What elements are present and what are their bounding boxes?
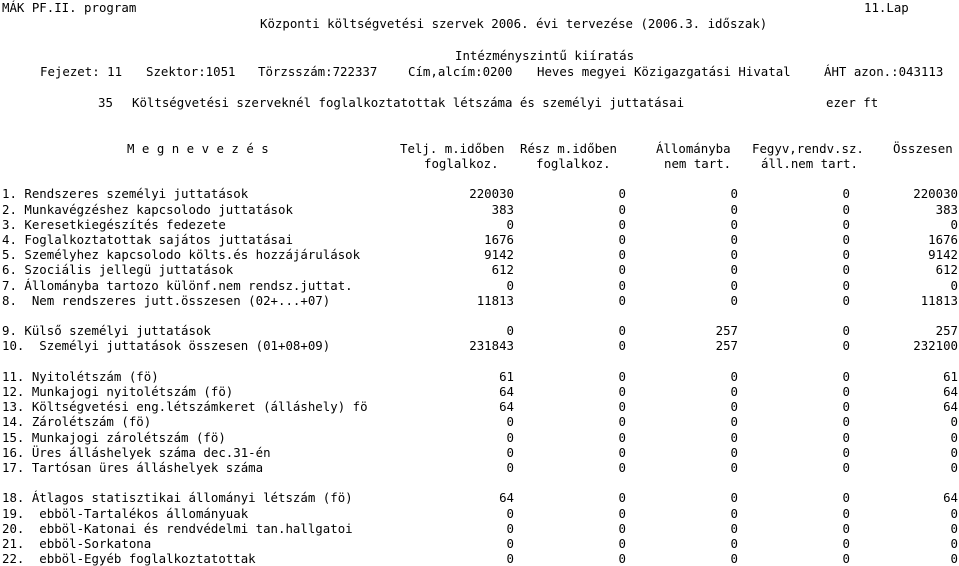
row-value: 0 [618,430,626,445]
row-label: 13. Költségvetési eng.létszámkeret (álláshely) fö [2,399,368,414]
row-value: 0 [842,202,850,217]
row-value: 0 [730,399,738,414]
table-title: Költségvetési szerveknél foglalkoztatottak létszáma és személyi juttatásai [132,95,685,110]
row-value: 232100 [913,338,958,353]
row-label: 20. ebböl-Katonai és rendvédelmi tan.hallgatoi [2,521,353,536]
col-header-c5a: Összesen [893,141,953,156]
row-label: 8. Nem rendszeres jutt.összesen (02+...+07) [2,293,331,308]
row-value: 0 [842,551,850,566]
row-value: 0 [842,536,850,551]
row-label: 7. Állományba tartozo különf.nem rendsz.juttat. [2,278,353,293]
row-value: 0 [506,414,514,429]
row-value: 0 [730,490,738,505]
row-value: 0 [618,536,626,551]
row-value: 0 [842,278,850,293]
row-value: 0 [950,430,958,445]
row-value: 0 [950,217,958,232]
row-value: 0 [730,460,738,475]
row-value: 0 [506,506,514,521]
row-value: 0 [950,460,958,475]
cim-alcim: Cím,alcím:0200 [408,64,513,79]
row-value: 0 [506,536,514,551]
row-value: 0 [730,430,738,445]
fejezet: Fejezet: 11 [40,64,123,79]
row-value: 0 [506,551,514,566]
row-value: 0 [950,278,958,293]
row-value: 0 [618,506,626,521]
row-value: 0 [618,217,626,232]
row-value: 0 [842,460,850,475]
row-value: 383 [491,202,514,217]
row-label: 1. Rendszeres személyi juttatások [2,186,249,201]
row-value: 9142 [484,247,514,262]
row-value: 0 [730,506,738,521]
row-label: 22. ebböl-Egyéb foglalkoztatottak [2,551,256,566]
row-value: 0 [730,293,738,308]
row-value: 0 [618,232,626,247]
col-header-c3b: nem tart. [664,156,732,171]
row-label: 6. Szociális jellegü juttatások [2,262,234,277]
row-value: 0 [730,384,738,399]
col-header-c3a: Állományba [656,141,731,156]
row-value: 257 [715,338,738,353]
row-value: 0 [842,232,850,247]
row-value: 0 [506,521,514,536]
page-number: 11.Lap [864,0,909,15]
row-value: 0 [842,399,850,414]
row-value: 0 [842,323,850,338]
row-value: 0 [506,278,514,293]
row-label: 19. ebböl-Tartalékos állományuak [2,506,249,521]
row-value: 612 [935,262,958,277]
row-value: 0 [618,338,626,353]
aht-azon: ÁHT azon.:043113 [824,64,944,79]
row-value: 0 [730,247,738,262]
row-value: 61 [943,369,958,384]
row-label: 12. Munkajogi nyitolétszám (fö) [2,384,234,399]
row-value: 0 [842,384,850,399]
row-label: 15. Munkajogi zárolétszám (fö) [2,430,226,445]
row-label: 16. Üres álláshelyek száma dec.31-én [2,445,271,460]
row-value: 0 [618,369,626,384]
row-value: 11813 [476,293,514,308]
col-header-c2a: Rész m.időben [520,141,617,156]
row-value: 231843 [469,338,514,353]
row-value: 0 [730,414,738,429]
report-subtitle: Intézményszintű kiíratás [455,48,635,63]
szektor: Szektor:1051 [146,64,236,79]
row-value: 0 [618,247,626,262]
report-title: Központi költségvetési szervek 2006. évi tervezése (2006.3. időszak) [260,16,768,31]
row-value: 0 [842,430,850,445]
col-header-c4b: áll.nem tart. [761,156,858,171]
row-value: 64 [499,384,514,399]
row-value: 0 [950,506,958,521]
row-value: 64 [943,384,958,399]
row-value: 0 [842,217,850,232]
table-number: 35 [98,95,113,110]
row-value: 0 [618,490,626,505]
row-value: 0 [618,460,626,475]
row-value: 0 [618,521,626,536]
row-label: 9. Külső személyi juttatások [2,323,211,338]
row-label: 18. Átlagos statisztikai állományi létszám (fö) [2,490,353,505]
row-label: 3. Keresetkiegészítés fedezete [2,217,226,232]
row-value: 0 [618,551,626,566]
col-header-c4a: Fegyv,rendv.sz. [752,141,864,156]
row-value: 0 [950,414,958,429]
row-value: 0 [842,506,850,521]
row-value: 0 [950,445,958,460]
row-value: 220030 [913,186,958,201]
row-value: 0 [842,247,850,262]
col-header-c2b: foglalkoz. [536,156,611,171]
row-value: 0 [618,323,626,338]
row-label: 5. Személyhez kapcsolodo költs.és hozzájárulások [2,247,361,262]
row-value: 0 [950,536,958,551]
row-label: 4. Foglalkoztatottak sajátos juttatásai [2,232,293,247]
row-label: 21. ebböl-Sorkatona [2,536,152,551]
row-value: 1676 [928,232,958,247]
row-value: 1676 [484,232,514,247]
row-value: 0 [842,521,850,536]
row-value: 0 [618,202,626,217]
unit-label: ezer ft [826,95,879,110]
row-value: 0 [506,323,514,338]
row-value: 0 [618,186,626,201]
row-value: 0 [842,293,850,308]
row-label: 17. Tartósan üres álláshelyek száma [2,460,264,475]
row-value: 0 [730,551,738,566]
program-name: MÁK PF.II. program [2,0,137,15]
row-value: 0 [618,384,626,399]
row-value: 0 [730,369,738,384]
row-value: 64 [943,399,958,414]
row-value: 61 [499,369,514,384]
torzsszam: Törzsszám:722337 [258,64,378,79]
intezmeny-name: Heves megyei Közigazgatási Hivatal [537,64,791,79]
row-value: 257 [715,323,738,338]
row-value: 0 [842,490,850,505]
row-value: 0 [618,414,626,429]
row-value: 0 [506,430,514,445]
row-value: 0 [730,232,738,247]
row-value: 64 [943,490,958,505]
row-value: 0 [730,445,738,460]
row-value: 0 [618,399,626,414]
row-value: 612 [491,262,514,277]
row-value: 0 [506,460,514,475]
row-label: 10. Személyi juttatások összesen (01+08+09) [2,338,331,353]
row-value: 11813 [920,293,958,308]
row-label: 11. Nyitolétszám (fö) [2,369,159,384]
row-value: 0 [730,202,738,217]
row-value: 0 [842,338,850,353]
row-value: 0 [618,278,626,293]
col-header-c1a: Telj. m.időben [400,141,505,156]
row-value: 9142 [928,247,958,262]
row-value: 0 [842,414,850,429]
row-value: 0 [842,262,850,277]
col-header-c1b: foglalkoz. [424,156,499,171]
row-value: 383 [935,202,958,217]
row-value: 0 [506,217,514,232]
row-value: 0 [950,551,958,566]
row-value: 0 [730,186,738,201]
row-label: 2. Munkavégzéshez kapcsolodo juttatások [2,202,293,217]
row-value: 0 [618,293,626,308]
row-value: 0 [730,278,738,293]
row-value: 0 [618,262,626,277]
row-value: 0 [950,521,958,536]
row-value: 0 [842,369,850,384]
row-label: 14. Zárolétszám (fö) [2,414,152,429]
row-value: 0 [730,217,738,232]
row-value: 257 [935,323,958,338]
row-value: 0 [730,262,738,277]
row-value: 0 [618,445,626,460]
row-value: 220030 [469,186,514,201]
col-header-name: M e g n e v e z é s [127,141,269,156]
row-value: 64 [499,490,514,505]
row-value: 0 [842,186,850,201]
row-value: 64 [499,399,514,414]
row-value: 0 [730,521,738,536]
row-value: 0 [730,536,738,551]
row-value: 0 [506,445,514,460]
row-value: 0 [842,445,850,460]
